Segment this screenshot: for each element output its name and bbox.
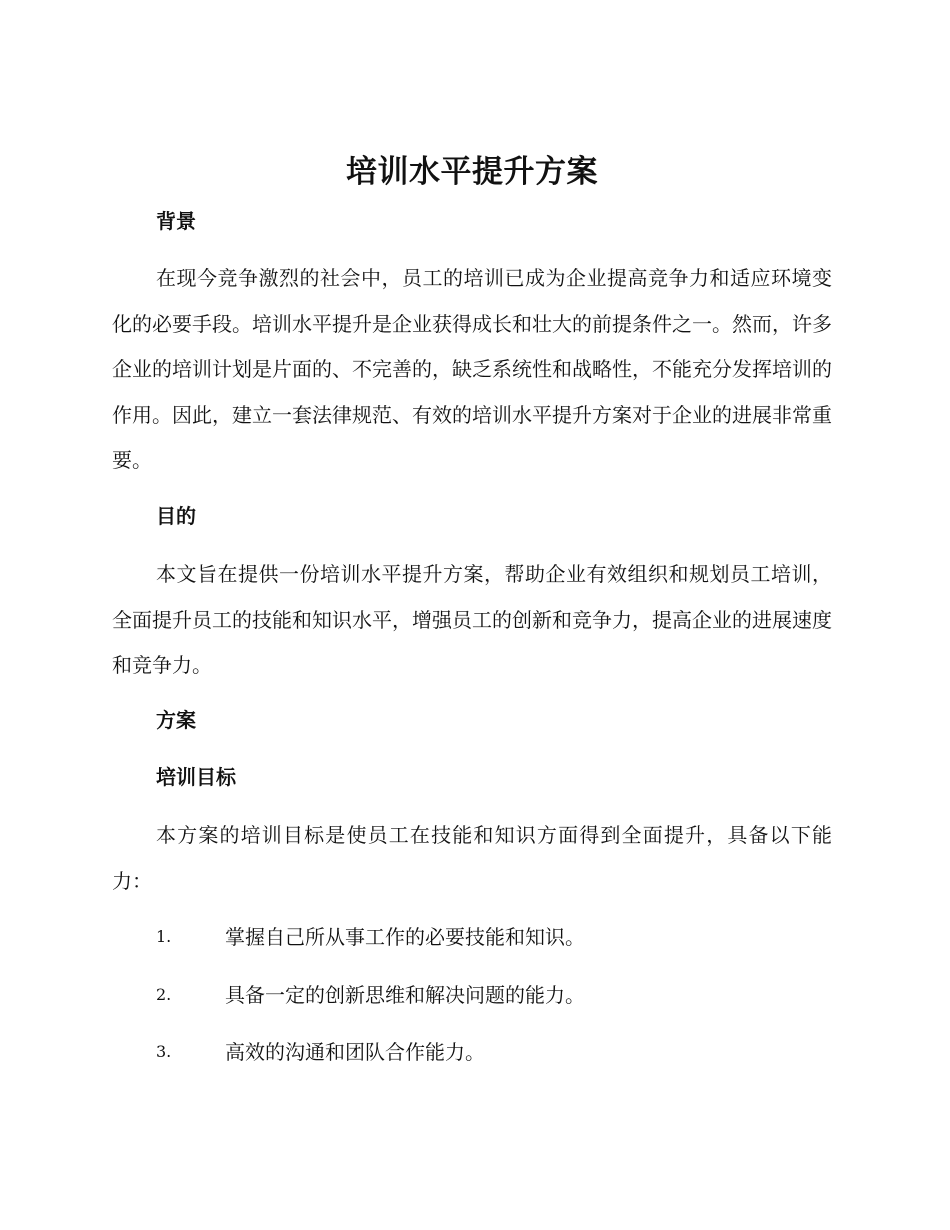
purpose-paragraph: 本文旨在提供一份培训水平提升方案，帮助企业有效组织和规划员工培训，全面提升员工的技能和知识水平，增强员工的创新和竞争力，提高企业的进展速度和竞争力。 [112,562,832,677]
training-goals-paragraph: 本方案的培训目标是使员工在技能和知识方面得到全面提升，具备以下能力： [112,823,832,893]
document-title: 培训水平提升方案 [346,154,598,190]
background-heading: 背景 [156,209,196,233]
background-paragraph: 在现今竞争激烈的社会中，员工的培训已成为企业提高竞争力和适应环境变化的必要手段。培训水平提升是企业获得成长和壮大的前提条件之一。然而，许多企业的培训计划是片面的、不完善的，缺乏系统性和战略性，不能充分发挥培训的作用。因此，建立一套法律规范、有效的培训水平提升方案对于企业的进展非常重要。 [112,266,832,472]
list-item [156,1037,832,1067]
purpose-heading: 目的 [156,504,196,528]
list-item-number: 2. [156,985,172,1004]
list-item-text: 高效的沟通和团队合作能力。 [225,1040,485,1064]
list-item [156,980,832,1010]
list-item-text: 具备一定的创新思维和解决问题的能力。 [225,983,585,1007]
list-item-number: 1. [156,927,172,946]
plan-heading: 方案 [156,708,196,732]
list-item [156,922,832,952]
list-item-text: 掌握自己所从事工作的必要技能和知识。 [225,925,585,949]
training-goals-heading: 培训目标 [156,765,236,789]
list-item-number: 3. [156,1042,172,1061]
